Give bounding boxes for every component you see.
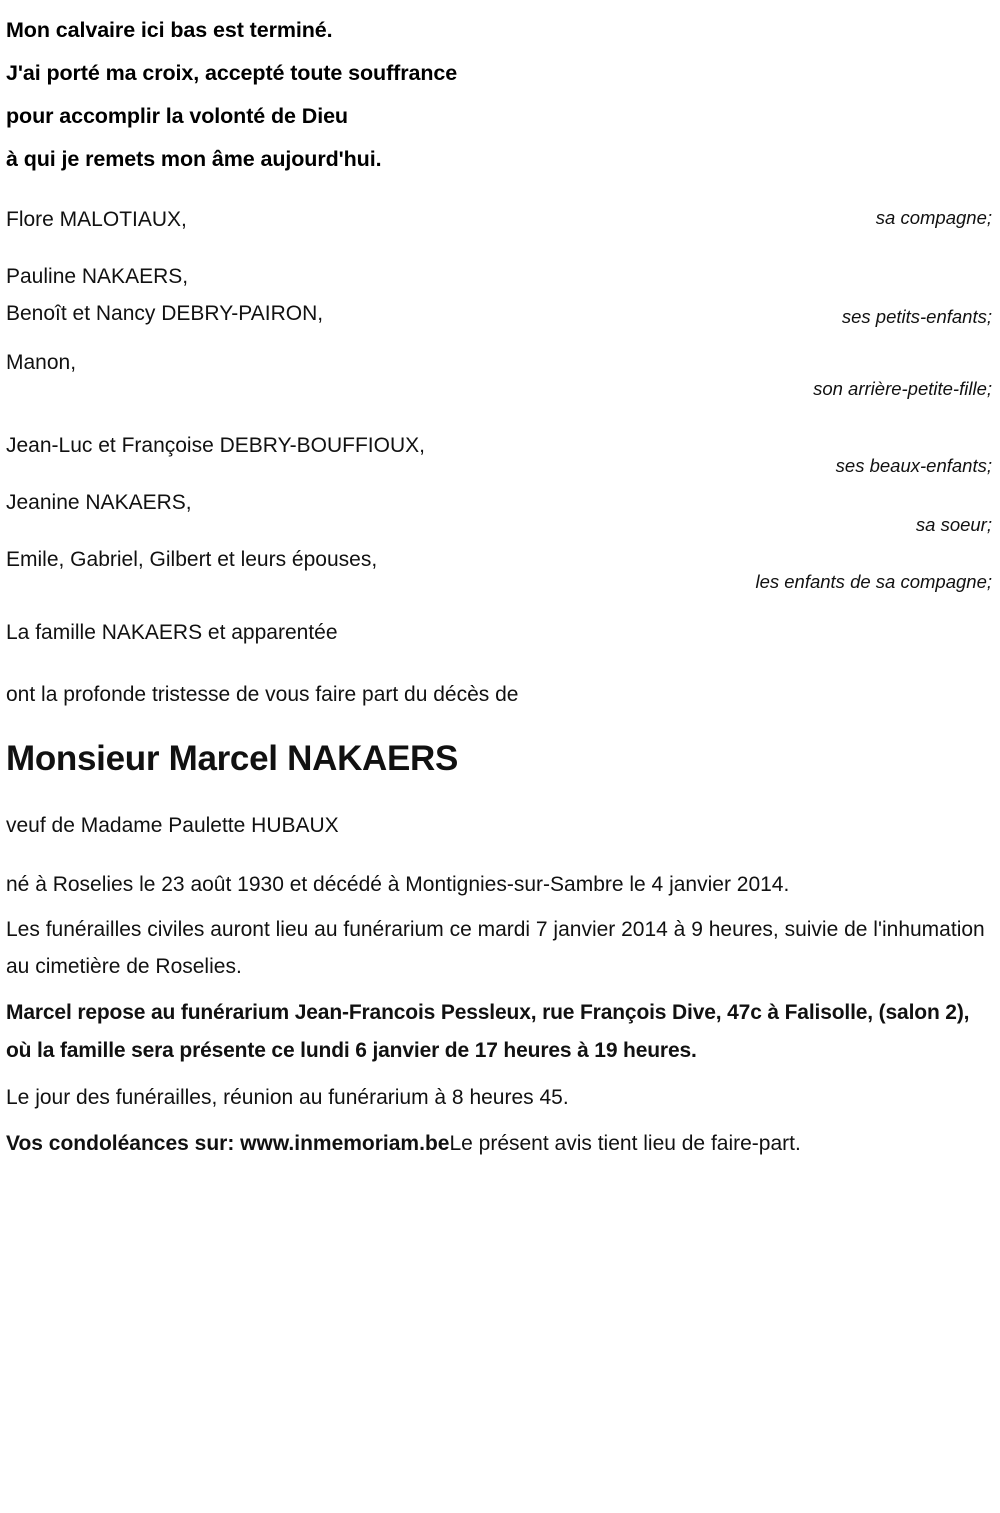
epitaph-block	[6, 0, 992, 181]
family-name: Jean-Luc et Françoise DEBRY-BOUFFIOUX,	[6, 434, 425, 457]
family-relation: les enfants de sa compagne;	[755, 571, 992, 592]
condolences-website[interactable]: Vos condoléances sur: www.inmemoriam.be	[6, 1132, 450, 1155]
family-name: Flore MALOTIAUX,	[6, 208, 187, 231]
family-relation: ses petits-enfants;	[841, 306, 992, 327]
family-list	[6, 201, 992, 651]
family-name: Manon,	[6, 351, 77, 374]
family-name: Benoît et Nancy DEBRY-PAIRON,	[6, 302, 324, 325]
epitaph-line-4: à qui je remets mon âme aujourd'hui.	[6, 147, 382, 171]
family-relation: sa compagne;	[875, 207, 992, 228]
family-names	[6, 484, 617, 521]
family-row	[6, 427, 992, 476]
family-names	[6, 614, 617, 651]
birth-death-details: né à Roselies le 23 août 1930 et décédé à Montignies-sur-Sambre le 4 janvier 2014.	[6, 873, 790, 896]
family-name: Emile, Gabriel, Gilbert et leurs épouses,	[6, 548, 378, 571]
family-row	[6, 541, 992, 592]
family-relation: ses beaux-enfants;	[835, 455, 992, 476]
family-names	[6, 201, 617, 238]
spacer	[6, 238, 992, 258]
repose-details: Marcel repose au funérarium Jean-Francois Pessleux, rue François Dive, 47c à Falisolle, (salon 2), où la famille sera présente ce lundi 6 janvier de 17 heures à 19 heures.	[6, 1001, 970, 1062]
family-names	[6, 541, 617, 578]
legal-notice: Le présent avis tient lieu de faire-part.	[449, 1132, 801, 1155]
announcement-block	[6, 676, 992, 1162]
family-row	[6, 344, 992, 399]
epitaph-line-3: pour accomplir la volonté de Dieu	[6, 104, 348, 128]
family-name: Jeanine NAKAERS,	[6, 491, 192, 514]
family-row	[6, 201, 992, 238]
family-names	[6, 258, 617, 332]
family-row	[6, 484, 992, 535]
family-relation: sa soeur;	[915, 514, 992, 535]
announcement-intro: ont la profonde tristesse de vous faire part du décès de	[6, 683, 519, 706]
widower-of: veuf de Madame Paulette HUBAUX	[6, 814, 339, 837]
condolences-line	[6, 1125, 992, 1162]
family-row	[6, 614, 992, 651]
epitaph-line-1: Mon calvaire ici bas est terminé.	[6, 18, 333, 42]
family-name: Pauline NAKAERS,	[6, 265, 189, 288]
family-relation: son arrière-petite-fille;	[813, 378, 992, 399]
family-names	[6, 427, 617, 464]
family-names	[6, 344, 617, 381]
epitaph-line-2: J'ai porté ma croix, accepté toute souffrance	[6, 61, 458, 85]
family-name: La famille NAKAERS et apparentée	[6, 621, 338, 644]
funeral-details: Les funérailles civiles auront lieu au funérarium ce mardi 7 janvier 2014 à 9 heures, suivie de l'inhumation au cimetière de Roselies.	[6, 918, 985, 978]
family-row	[6, 258, 992, 332]
gathering-details: Le jour des funérailles, réunion au funérarium à 8 heures 45.	[6, 1086, 569, 1109]
deceased-name: Monsieur Marcel NAKAERS	[6, 739, 459, 778]
